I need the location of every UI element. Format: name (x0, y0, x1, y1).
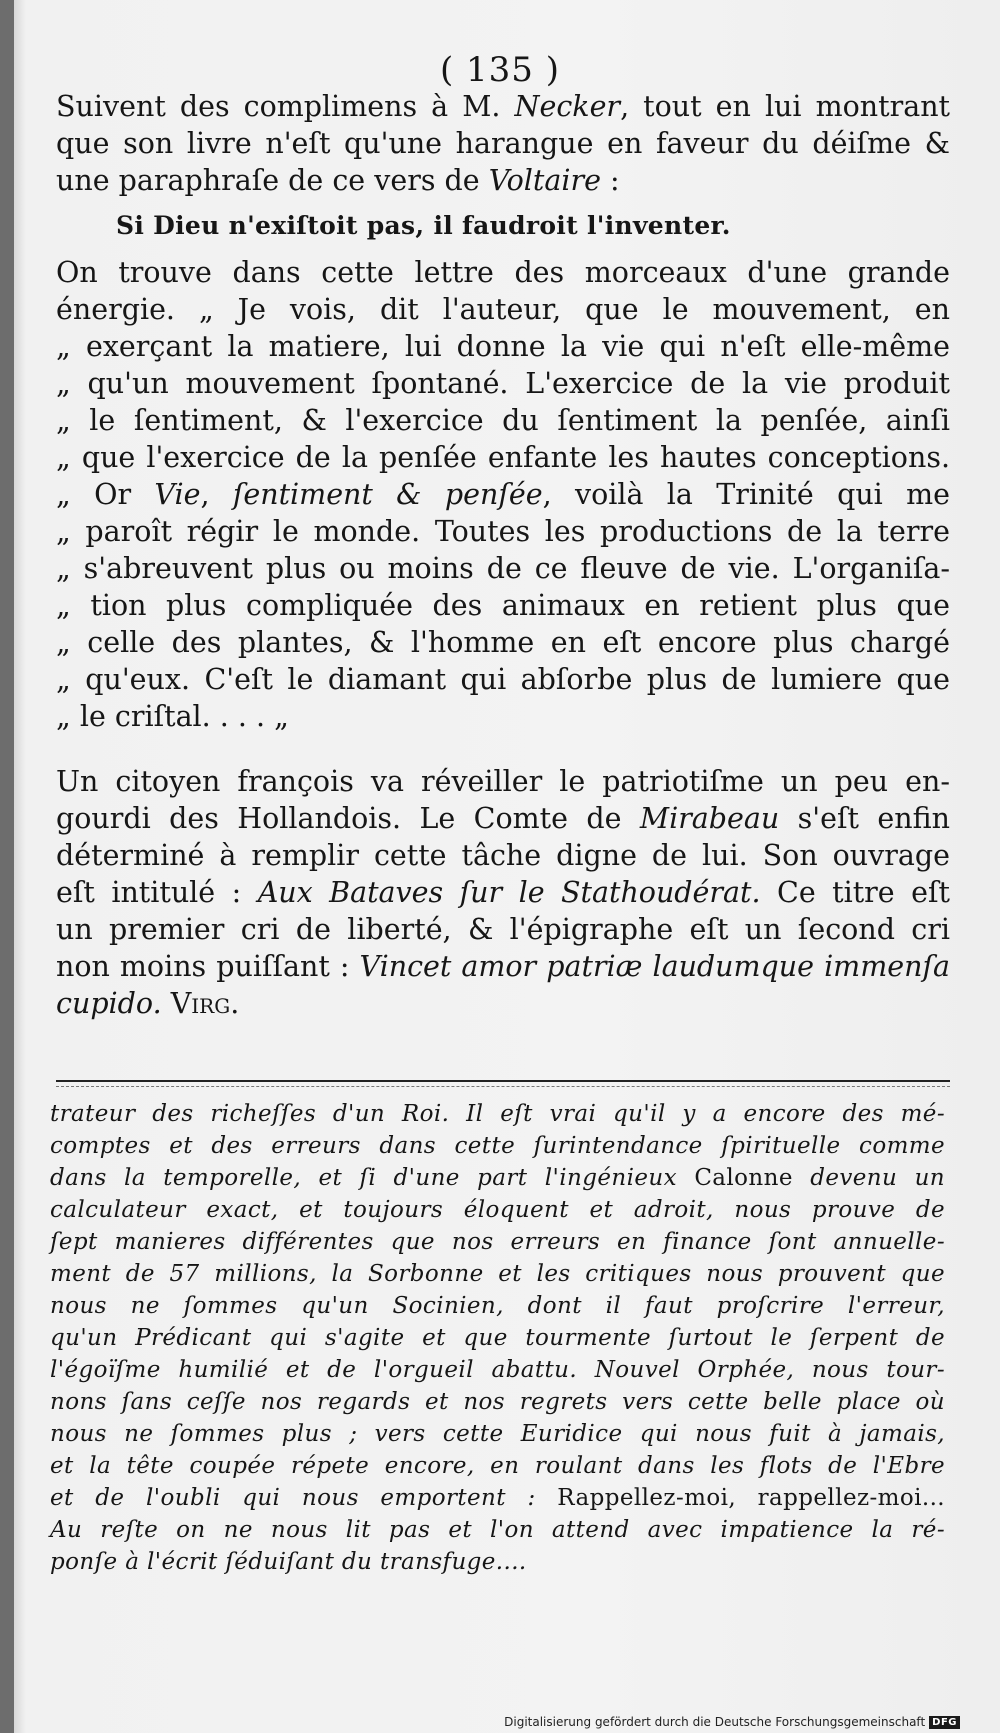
text-line: une paraphraſe de ce vers de Voltaire : (56, 164, 620, 197)
paragraph-2 (56, 254, 950, 735)
text-line: „ que l'exercice de la penſée enfante les hautes conceptions. (56, 441, 950, 474)
paragraph-1 (56, 88, 950, 199)
footnote-line: qu'un Prédicant qui s'agite et que tourmente ſurtout le ſerpent de (50, 1325, 945, 1351)
text-line: „ tion plus compliquée des animaux en retient plus que (56, 589, 950, 622)
footnote-line: nons ſans ceſſe nos regards et nos regrets vers cette belle place où (50, 1389, 945, 1415)
credit-text: Digitalisierung gefördert durch die Deutsche Forschungsgemeinschaft (504, 1715, 926, 1729)
footnote-text (50, 1098, 945, 1578)
footnote-line: et la tête coupée répete encore, en roulant dans les flots de l'Ebre (50, 1453, 945, 1479)
text-line: déterminé à remplir cette tâche digne de lui. Son ouvrage (56, 839, 950, 872)
text-line: „ s'abreuvent plus ou moins de ce fleuve de vie. L'organiſa- (56, 552, 950, 585)
text-line: eſt intitulé : Aux Bataves ſur le Stathoudérat. Ce titre eſt (56, 876, 950, 909)
text-line: non moins puiſſant : Vincet amor patriæ laudumque immenſa (56, 950, 950, 983)
text-line: Suivent des complimens à M. Necker, tout en lui montrant (56, 90, 950, 123)
main-text (56, 88, 950, 1022)
text-line: „ paroît régir le monde. Toutes les productions de la terre (56, 515, 950, 548)
book-spine-shadow (0, 0, 14, 1733)
footnote-line: l'égoïſme humilié et de l'orgueil abattu. Nouvel Orphée, nous tour- (50, 1357, 945, 1383)
footnote-line: ponſe à l'écrit ſéduiſant du transfuge.... (50, 1549, 527, 1575)
text-line: „ Or Vie, ſentiment & penſée, voilà la Trinité qui me (56, 478, 950, 511)
text-line: „ le ſentiment, & l'exercice du ſentiment la penſée, ainſi (56, 404, 950, 437)
text-line: „ le criſtal. . . . „ (56, 700, 289, 733)
footnote-line: comptes et des erreurs dans cette ſurintendance ſpirituelle comme (50, 1133, 945, 1159)
footnote-line: dans la temporelle, et ſi d'une part l'ingénieux Calonne devenu un (50, 1165, 945, 1191)
text-line: On trouve dans cette lettre des morceaux d'une grande (56, 256, 950, 289)
text-line: „ qu'eux. C'eſt le diamant qui abſorbe plus de lumiere que (56, 663, 950, 696)
text-line: énergie. „ Je vois, dit l'auteur, que le mouvement, en (56, 293, 950, 326)
text-line: que son livre n'eſt qu'une harangue en faveur du déiſme & (56, 127, 950, 160)
text-line: „ qu'un mouvement ſpontané. L'exercice de la vie produit (56, 367, 950, 400)
footnote-line: nous ne ſommes plus ; vers cette Euridice qui nous fuit à jamais, (50, 1421, 945, 1447)
footnote-divider (56, 1080, 950, 1082)
footnote-line: trateur des richeſſes d'un Roi. Il eſt vrai qu'il y a encore des mé- (50, 1101, 945, 1127)
text-line: gourdi des Hollandois. Le Comte de Mirabeau s'eſt enfin (56, 802, 950, 835)
text-line: Un citoyen françois va réveiller le patriotiſme un peu en- (56, 765, 950, 798)
footnote-line: calculateur exact, et toujours éloquent et adroit, nous prouve de (50, 1197, 945, 1223)
text-line: „ celle des plantes, & l'homme en eſt encore plus chargé (56, 626, 950, 659)
footnote-line: nous ne ſommes qu'un Socinien, dont il faut proſcrire l'erreur, (50, 1293, 945, 1319)
paragraph-3 (56, 763, 950, 1022)
text-line: cupido. Virg. (56, 987, 240, 1020)
dfg-logo: DFG (929, 1716, 960, 1729)
footnote-line: ſept manieres différentes que nos erreurs en finance ſont annuelle- (50, 1229, 945, 1255)
footnote-line: et de l'oubli qui nous emportent : Rappellez-moi, rappellez-moi... (50, 1485, 945, 1511)
text-line: „ exerçant la matiere, lui donne la vie qui n'eſt elle-même (56, 330, 950, 363)
text-line: un premier cri de liberté, & l'épigraphe eſt un ſecond cri (56, 913, 950, 946)
digitization-credit (504, 1715, 960, 1729)
footnote-line: ment de 57 millions, la Sorbonne et les critiques nous prouvent que (50, 1261, 945, 1287)
verse-quotation: Si Dieu n'exiſtoit pas, il faudroit l'inventer. (116, 211, 731, 240)
footnote-line: Au reſte on ne nous lit pas et l'on attend avec impatience la ré- (50, 1517, 945, 1543)
page-number: ( 135 ) (439, 50, 561, 90)
